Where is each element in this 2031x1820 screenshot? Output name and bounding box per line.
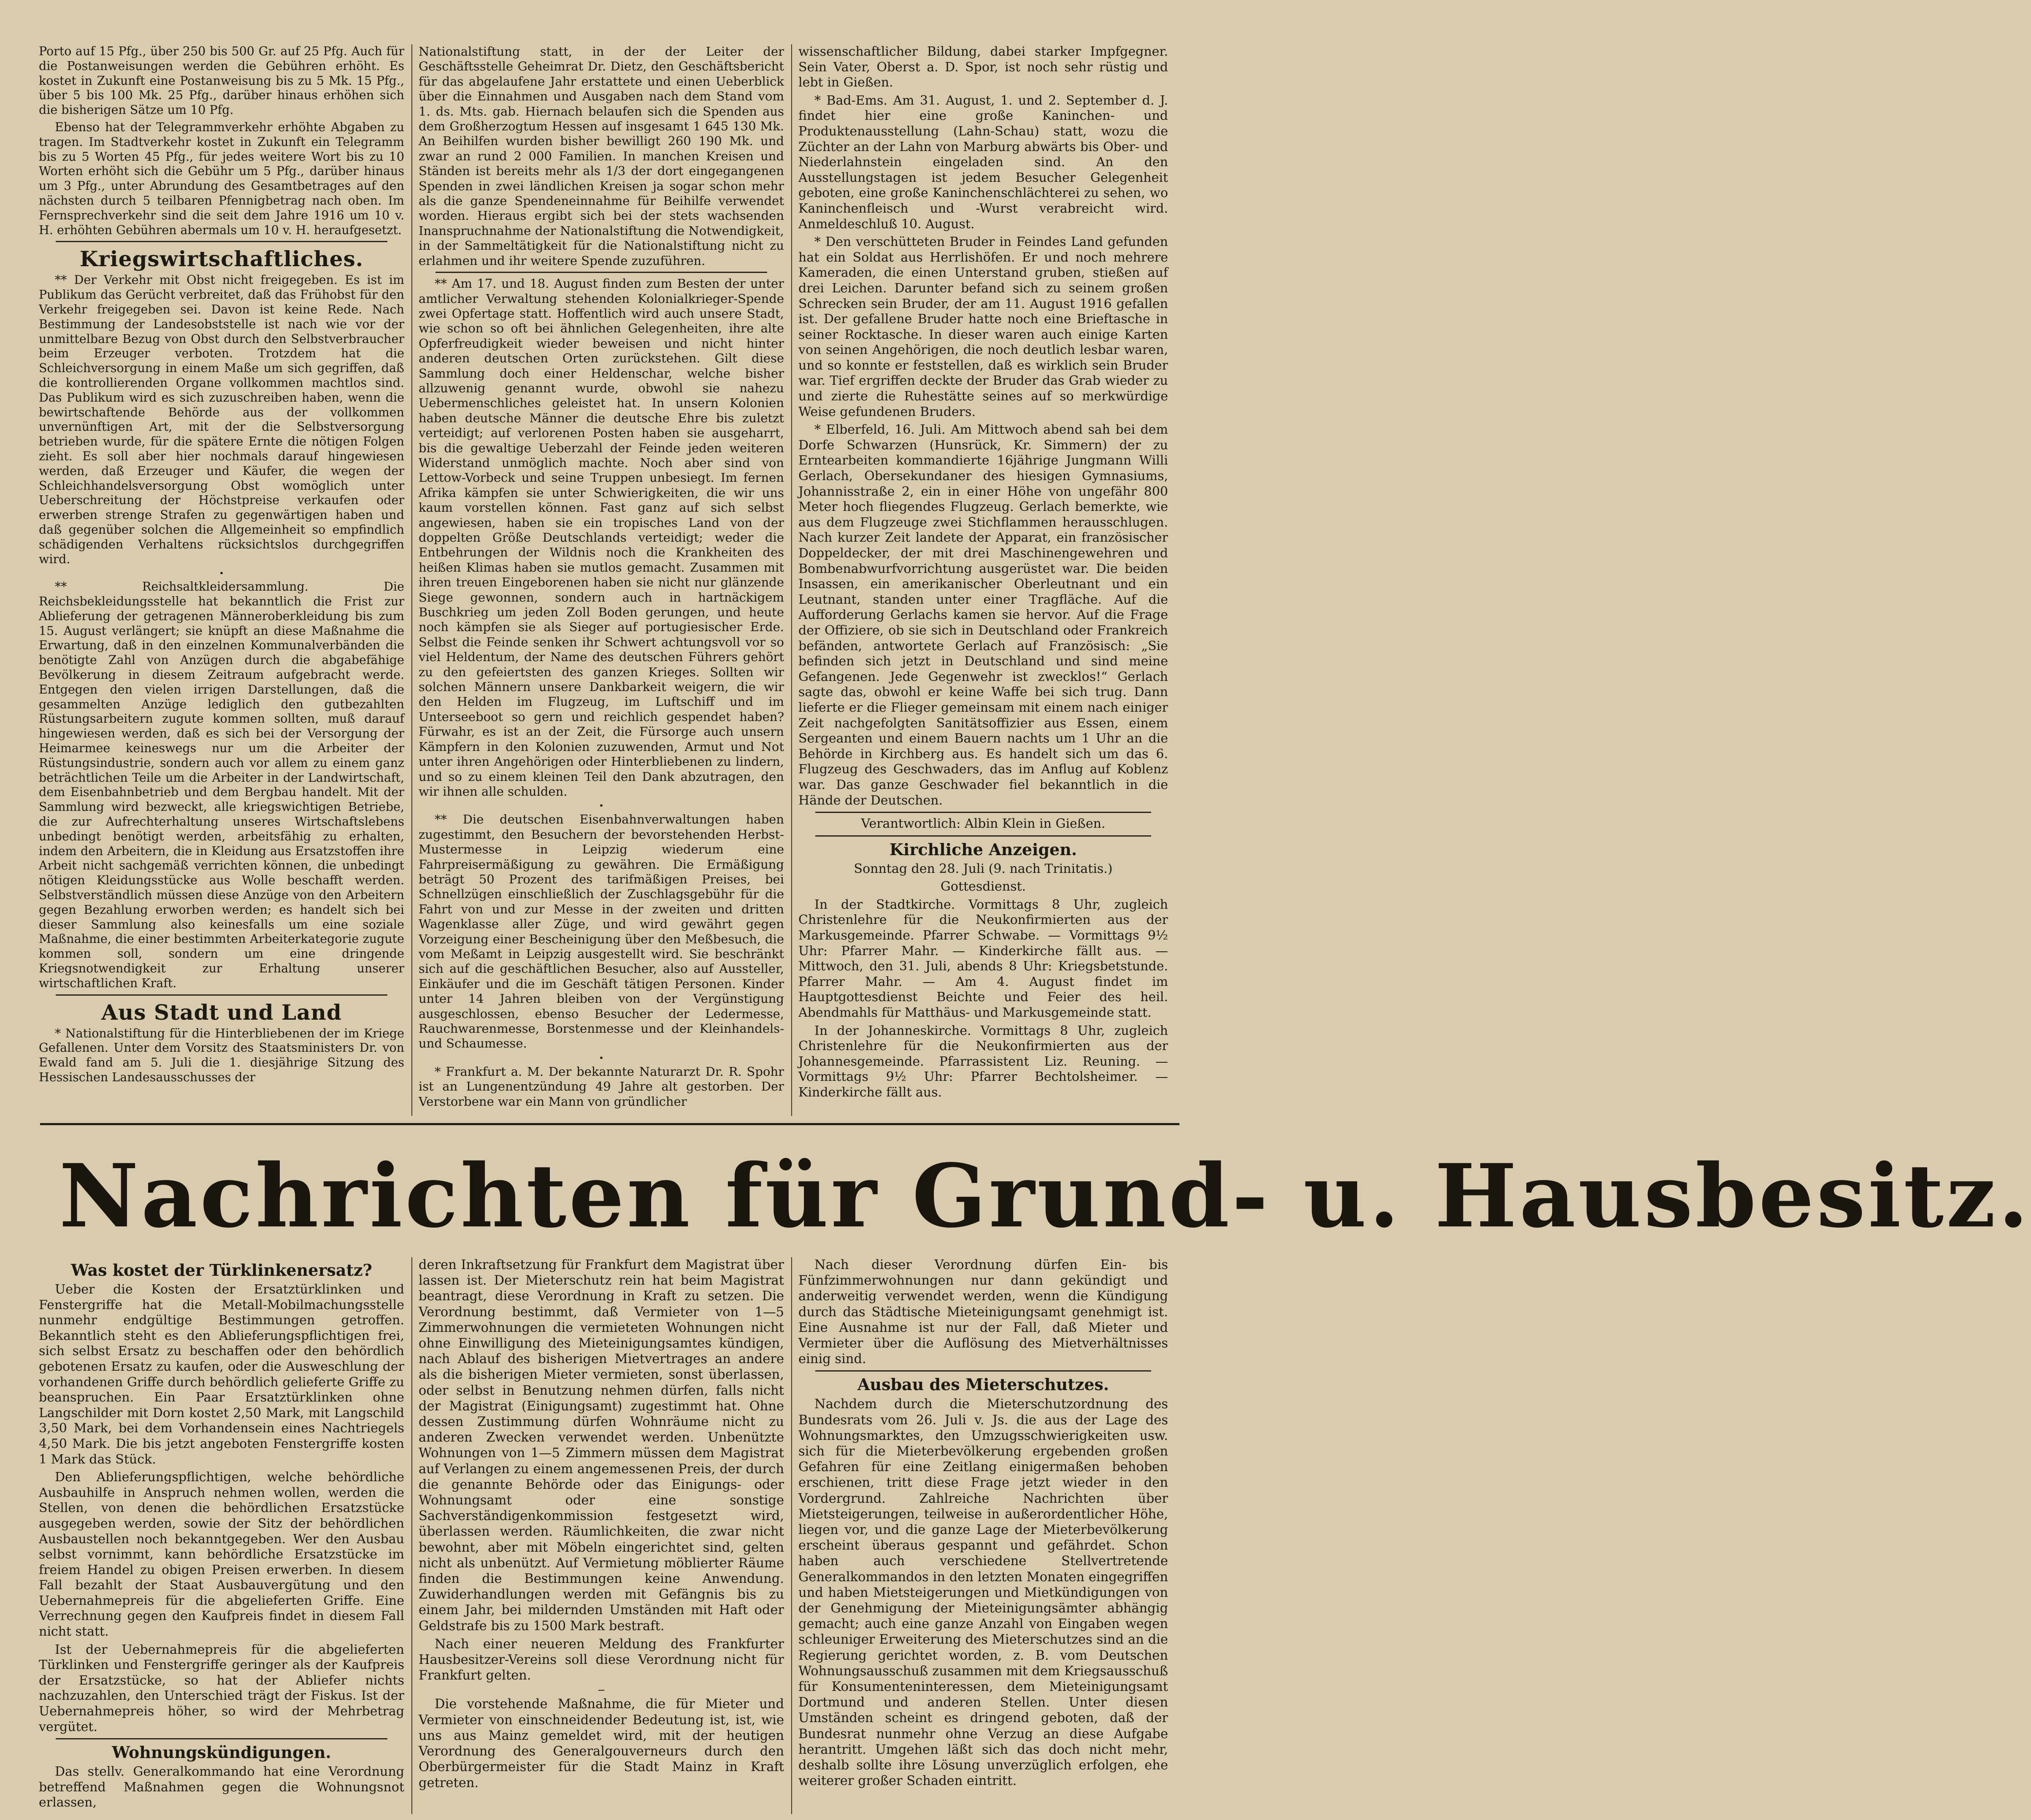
paragraph: Den Ablieferungspflichtigen, welche behördliche Ausbauhilfe in Anspruch nehmen wollen, werden die Stellen, von denen die behördlichen Ersatzstücke ausgegeben werden, sowie der Sitz der behördlichen Ausbaustellen noch bekanntgegeben. Wer den Ausbau selbst vornimmt, kann behördliche Ersatzstücke im freiem Handel zu obigen Preisen erwerben. In diesem Fall bezahlt der Staat Ausbauvergütung und den Uebernahmepreis für die abgelieferten Griffe. Eine Verrechnung gegen den Kaufpreis findet in diesem Fall nicht statt. bbox=[39, 1470, 404, 1639]
section-divider bbox=[815, 812, 1151, 813]
article-elberfeld: * Elberfeld, 16. Juli. Am Mittwoch abend sah bei dem Dorfe Schwarzen (Hunsrück, Kr. Simmern) der zu Erntearbeiten kommandierte 16jährige Jungmann Willi Gerlach, Obersekundaner des hiesigen Gymnasiums, Johannisstraße 2, ein in einer Höhe von ungefähr 800 Meter hoch fliegendes Flugzeug. Gerlach bemerkte, wie aus dem Flugzeuge zwei Stichflammen herausschlugen. Nach kurzer Zeit landete der Apparat, ein französischer Doppeldecker, der mit drei Maschinengewehren und Bombenabwurfvorrichtung ausgerüstet war. Die beiden Insassen, ein amerikanischer Oberleutnant und ein Leutnant, standen unter einer Tragfläche. Auf die Aufforderung Gerlachs kamen sie hervor. Auf die Frage der Offiziere, ob sie sich in Deutschland oder Frankreich befänden, antwortete Gerlach auf Französisch: „Sie befinden sich jetzt in Deutschland und sind meine Gefangenen. Jede Gegenwehr ist zwecklos!“ Gerlach sagte das, obwohl er keine Waffe bei sich trug. Dann lieferte er die Flieger gemeinsam mit einem nach einiger Zeit nachgefolgten Sanitätsoffizier aus Essen, einem Sergeanten und einem Bauern nachts um 1 Uhr an die Behörde in Kirchberg aus. Es handelt sich um das 6. Flugzeug des Geschwaders, das im Anflug auf Koblenz war. Das ganze Geschwader fiel bekanntlich in die Hände der Deutschen. bbox=[798, 422, 1168, 808]
article-nationalstiftung: * Nationalstiftung für die Hinterbliebenen der im Kriege Gefallenen. Unter dem Vorsitz des Staatsministers Dr. von Ewald fand am 5. Juli die 1. diesjährige Sitzung des Hessischen Landesausschusses der bbox=[39, 1026, 404, 1084]
supplement-masthead: Nachrichten für Grund- u. Hausbesitz. bbox=[59, 1145, 2031, 1247]
section-divider bbox=[815, 1370, 1151, 1372]
paragraph: Nach einer neueren Meldung des Frankfurter Hausbesitzer-Vereins soll diese Verordnung nicht für Frankfurt gelten. bbox=[419, 1636, 784, 1683]
article-bruder: * Den verschütteten Bruder in Feindes Land gefunden hat ein Soldat aus Herrlishöfen. Er und noch mehrere Kameraden, die einen Unterstand gruben, stießen auf drei Leichen. Darunter befand sich zu seinem großen Schrecken sein Bruder, der am 11. August 1916 gefallen ist. Der gefallene Bruder hatte noch eine Brieftasche in seiner Rocktasche. In dieser waren auch einige Karten von seinen Angehörigen, die noch deutlich lesbar waren, und so konnte er feststellen, daß es wirklich sein Bruder war. Tief ergriffen deckte der Bruder das Grab wieder zu und zierte die Ruhestätte seines auf so merkwürdige Weise gefundenen Bruders. bbox=[798, 235, 1168, 419]
column-rule bbox=[411, 44, 412, 1116]
masthead-rule bbox=[40, 1123, 1179, 1125]
bottom-column-2 bbox=[419, 1257, 784, 1814]
section-divider bbox=[56, 1738, 387, 1739]
paragraph: Die vorstehende Maßnahme, die für Mieter und Vermieter von einschneidender Bedeutung ist, ist, wie uns aus Mainz gemeldet wird, mit der heutigen Verordnung des Generalgouverneurs durch den Oberbürgermeister für die Stadt Mainz in Kraft getreten. bbox=[419, 1697, 784, 1790]
article-frankfurt: * Frankfurt a. M. Der bekannte Naturarzt Dr. R. Spohr ist an Lungenentzündung 49 Jahre alt gestorben. Der Verstorbene war ein Mann von gründlicher bbox=[419, 1064, 784, 1109]
paragraph: Nachdem durch die Mieterschutzordnung des Bundesrats vom 26. Juli v. Js. die aus der Lage des Wohnungsmarktes, den Umzugsschwierigkeiten usw. sich für die Mieterbevölkerung ergebenden großen Gefahren für eine Zeitlang einigermaßen behoben erschienen, tritt diese Frage jetzt wieder in den Vordergrund. Zahlreiche Nachrichten über Mietsteigerungen, teilweise in außerordentlicher Höhe, liegen vor, und die ganze Lage der Mieterbevölkerung erscheint überaus gespannt und gefährdet. Schon haben auch verschiedene Stellvertretende Generalkommandos in den letzten Monaten eingegriffen und haben Mietsteigerungen und Mietkündigungen von der Genehmigung der Mieteinigungsämter abhängig gemacht; auch eine ganze Anzahl von Eingaben wegen schleuniger Erweiterung des Mieterschutzes sind an die Regierung gerichtet worden, z. B. vom Deutschen Wohnungsausschuß zusammen mit dem Kriegsausschuß für Konsumenteninteressen, dem Mieteinigungsamt Dortmund und anderen Stellen. Unter diesen Umständen scheint es dringend geboten, daß der Bundesrat nunmehr ohne Verzug an diese Aufgabe herantritt. Umgehen läßt sich das doch nicht mehr, deshalb sollte ihre Lösung unverzüglich erfolgen, ehe weiterer großer Schaden eintritt. bbox=[798, 1397, 1168, 1789]
paragraph: Nationalstiftung statt, in der der Leiter der Geschäftsstelle Geheimrat Dr. Dietz, den Geschäftsbericht für das abgelaufene Jahr erstattete und einen Ueberblick über die Einnahmen und Ausgaben nach dem Stand vom 1. ds. Mts. gab. Hiernach belaufen sich die Spenden aus dem Großherzogtum Hessen auf insgesamt 1 645 130 Mk. An Beihilfen wurden bisher bewilligt 260 190 Mk. und zwar an rund 2 000 Familien. In manchen Kreisen und Ständen ist bereits mehr als 1/3 der dort eingegangenen Spenden in zwei ländlichen Kreisen ja sogar schon mehr als die ganze Spendeneinnahme für Beihilfe verwendet worden. Hieraus ergibt sich bei der stets wachsenden Inanspruchnahme der Nationalstiftung die Notwendigkeit, in der Sammeltätigkeit für die Nationalstiftung nicht zu erlahmen und ihr weitere Spende zuzuführen. bbox=[419, 44, 784, 268]
section-divider bbox=[815, 835, 1151, 837]
article-bad-ems: * Bad-Ems. Am 31. August, 1. und 2. September d. J. findet hier eine große Kaninchen- und Produktenausstellung (Lahn-Schau) statt, wozu die Züchter an der Lahn von Marburg abwärts bis Ober- und Niederlahnstein eingeladen sind. An den Ausstellungstagen ist jedem Besucher Gelegenheit geboten, eine große Kaninchenschlächterei zu sehen, wo Kaninchenfleisch und -Wurst verabreicht wird. Anmeldeschluß 10. August. bbox=[798, 93, 1168, 232]
section-divider bbox=[435, 272, 767, 273]
top-column-3 bbox=[798, 44, 1168, 1116]
section-heading: Ausbau des Mieterschutzes. bbox=[857, 1375, 1109, 1394]
article-leipzig-messe: ** Die deutschen Eisenbahnverwaltungen haben zugestimmt, den Besuchern der bevorstehenden Herbst-Mustermesse in Leipzig wiederum eine Fahrpreisermäßigung zu gewähren. Die Ermäßigung beträgt 50 Prozent des tarifmäßigen Preises, bei Schnellzügen einschließlich der Zuschlagsgebühr für die Fahrt von und zur Messe in der zweiten und dritten Wagenklasse aller Züge, und wird gewährt gegen Vorzeigung einer Bescheinigung über den Meßbesuch, die vom Meßamt in Leipzig ausgestellt wird. Sie beschränkt sich auf die geschäftlichen Besucher, also auf Aussteller, Einkäufer und die im Geschäft tätigen Personen. Kinder unter 14 Jahren bleiben von der Vergünstigung ausgeschlossen, ebenso Besucher der Ledermesse, Rauchwarenmesse, Borstenmesse und der Kleinhandels- und Schaumesse. bbox=[419, 812, 784, 1051]
postage-article bbox=[39, 44, 404, 238]
church-date: Sonntag den 28. Juli (9. nach Trinitatis.) bbox=[854, 861, 1113, 876]
column-rule bbox=[411, 1257, 412, 1814]
paragraph: Porto auf 15 Pfg., über 250 bis 500 Gr. auf 25 Pfg. Auch für die Postanweisungen werden die Gebühren erhöht. Es kostet in Zukunft eine Postanweisung bis zu 5 Mk. 15 Pfg., über 5 bis 100 Mk. 25 Pfg., darüber hinaus erhöhen sich die bisherigen Sätze um 10 Pfg. bbox=[39, 44, 404, 117]
responsible-editor: Verantwortlich: Albin Klein in Gießen. bbox=[861, 816, 1106, 832]
top-column-2 bbox=[419, 44, 784, 1116]
column-rule bbox=[791, 44, 792, 1116]
article-altkleider: ** Reichsaltkleidersammlung. Die Reichsbekleidungsstelle hat bekanntlich die Frist zur Ablieferung der getragenen Männeroberkleidung bis zum 15. August verlängert; sie knüpft an diese Maßnahme die Erwartung, daß in den einzelnen Kommunalverbänden die benötigte Zahl von Anzügen durch die abgabefähige Bevölkerung in diesem Zeitraum aufgebracht werde. Entgegen den vielen irrigen Darstellungen, daß die gesammelten Anzüge lediglich den gutbezahlten Rüstungsarbeitern zugute kommen sollten, muß darauf hingewiesen werden, daß es sich bei der Versorgung der Heimarmee keineswegs nur um die Arbeiter der Rüstungsindustrie, sondern auch vor allem zu einem ganz beträchtlichen Teile um die Arbeiter in der Landwirtschaft, dem Eisenbahnbetrieb und dem Bergbau handelt. Mit der Sammlung wird bezweckt, alle kriegswichtigen Betriebe, die zur Aufrechterhaltung unseres Wirtschaftslebens unbedingt benötigt werden, arbeitsfähig zu erhalten, indem den Arbeitern, die in Kleidung aus Ersatzstoffen ihre Arbeit nicht sachgemäß verrichten können, die unbedingt nötigen Kleidungsstücke aus Wolle beschafft werden. Selbstverständlich müssen diese Anzüge von den Arbeitern gegen Bezahlung erworben werden; es handelt sich bei dieser Sammlung also keinesfalls um eine soziale Maßnahme, die einer bestimmten Arbeiterkategorie zugute kommen soll, sondern um eine dringende Kriegsnotwendigkeit zur Erhaltung unserer wirtschaftlichen Kraft. bbox=[39, 580, 404, 990]
church-service: Gottesdienst. bbox=[940, 879, 1026, 894]
paragraph: Das stellv. Generalkommando hat eine Verordnung betreffend Maßnahmen gegen die Wohnungsnot erlassen, bbox=[39, 1764, 404, 1810]
separator: • bbox=[219, 569, 224, 578]
paragraph: wissenschaftlicher Bildung, dabei starker Impfgegner. Sein Vater, Oberst a. D. Spor, ist noch sehr rüstig und lebt in Gießen. bbox=[798, 44, 1168, 90]
bottom-column-1 bbox=[39, 1257, 404, 1814]
paragraph: Nach dieser Verordnung dürfen Ein- bis Fünfzimmerwohnungen nur dann gekündigt und anderweitig verwendet werden, wenn die Kündigung durch das Städtische Mieteinigungsamt genehmigt ist. Eine Ausnahme ist nur der Fall, daß Mieter und Vermieter über die Auflösung des Mietverhältnisses einig sind. bbox=[798, 1258, 1168, 1367]
separator: — bbox=[598, 1686, 605, 1694]
top-column-1 bbox=[39, 44, 404, 1116]
bottom-column-3 bbox=[798, 1257, 1168, 1814]
section-divider bbox=[56, 994, 387, 996]
section-divider bbox=[56, 241, 387, 242]
section-heading: Wohnungskündigungen. bbox=[112, 1743, 331, 1762]
church-heading: Kirchliche Anzeigen. bbox=[889, 840, 1077, 859]
church-stadtkirche: In der Stadtkirche. Vormittags 8 Uhr, zugleich Christenlehre für die Neukonfirmierten aus der Markusgemeinde. Pfarrer Schwabe. — Vormittags 9½ Uhr: Pfarrer Mahr. — Kinderkirche fällt aus. — Mittwoch, den 31. Juli, abends 8 Uhr: Kriegsbetstunde. Pfarrer Mahr. — Am 4. August findet im Hauptgottesdienst Beichte und Feier des heil. Abendmahls für Matthäus- und Markusgemeinde statt. bbox=[798, 897, 1168, 1021]
separator: • bbox=[599, 802, 604, 810]
section-heading: Aus Stadt und Land bbox=[101, 999, 342, 1025]
column-rule bbox=[791, 1257, 792, 1814]
article-kolonialkrieger: ** Am 17. und 18. August finden zum Besten der unter amtlicher Verwaltung stehenden Kolonialkrieger-Spende zwei Opfertage statt. Hoffentlich wird auch unsere Stadt, wie schon so oft bei ähnlichen Gelegenheiten, ihre alte Opferfreudigkeit wieder beweisen und nicht hinter anderen deutschen Orten zurückstehen. Gilt diese Sammlung doch einer Heldenschar, welche bisher allzuwenig genannt wurde, obwohl sie nahezu Uebermenschliches geleistet hat. In unsern Kolonien haben deutsche Männer die deutsche Ehre bis zuletzt verteidigt; auf verlorenen Posten haben sie ausgeharrt, bis die gewaltige Ueberzahl der Feinde jeden weiteren Widerstand unmöglich machte. Noch aber sind von Lettow-Vorbeck und seine Truppen unbesiegt. Im fernen Afrika kämpfen sie unter Schwierigkeiten, die wir uns kaum vorstellen können. Fast ganz auf sich selbst angewiesen, haben sie ein tropisches Land von der doppelten Größe Deutschlands verteidigt; weder die Entbehrungen der Wildnis noch die Krankheiten des heißen Klimas haben sie mutlos gemacht. Zusammen mit ihren treuen Eingeborenen haben sie nicht nur glänzende Siege gewonnen, sondern auch in hartnäckigem Buschkrieg um jeden Zoll Boden gerungen, und heute noch kämpfen sie als Sieger auf portugiesischer Erde. Selbst die Feinde senken ihr Schwert achtungsvoll vor so viel Heldentum, der Name des deutschen Führers gehört zu den gefeiertsten des ganzen Krieges. Sollten wir solchen Männern unsere Dankbarkeit weigern, die wir den Helden im Flugzeug, im Luftschiff und im Unterseeboot so gern und reichlich gespendet haben? Fürwahr, es ist an der Zeit, die Fürsorge auch unsern Kämpfern in den Kolonien zuzuwenden, Armut und Not unter ihren Angehörigen oder Hinterbliebenen zu lindern, und so zu einem kleinen Teil den Dank abzutragen, den wir ihnen alle schulden. bbox=[419, 276, 784, 799]
separator: • bbox=[599, 1053, 604, 1062]
article-obst: ** Der Verkehr mit Obst nicht freigegeben. Es ist im Publikum das Gerücht verbreitet, daß das Frühobst für den Verkehr freigegeben sei. Davon ist keine Rede. Nach Bestimmung der Landesobststelle ist nach wie vor der unmittelbare Bezug von Obst durch den Selbstverbraucher beim Erzeuger verboten. Trotzdem hat die Schleichversorgung in einem Maße um sich gegriffen, daß die kontrollierenden Organe vollkommen machtlos sind. Das Publikum wird es sich zuzuschreiben haben, wenn die bewirtschaftende Behörde aus der vollkommen unvernünftigen Art, mit der die Selbstversorgung betrieben wurde, für die spätere Ernte die nötigen Folgen zieht. Es soll aber hier nochmals darauf hingewiesen werden, daß Erzeuger und Käufer, die wegen der Schleichhandelsversorgung Obst womöglich unter Ueberschreitung der Höchstpreise verkaufen oder erwerben strenge Strafen zu gegenwärtigen haben und daß gegenüber solchen die Allgemeinheit so empfindlich schädigenden Verhaltens rücksichtslos durchgegriffen wird. bbox=[39, 273, 404, 566]
paragraph: deren Inkraftsetzung für Frankfurt dem Magistrat über lassen ist. Der Mieterschutz rein hat beim Magistrat beantragt, diese Verordnung in Kraft zu setzen. Die Verordnung bestimmt, daß Vermieter von 1—5 Zimmerwohnungen die vermieteten Wohnungen nicht ohne Einwilligung des Mieteinigungsamtes kündigen, nach Ablauf des bisherigen Mietvertrages an andere als die bisherigen Mieter vermieten, sonst überlassen, oder selbst in Benutzung nehmen dürfen, falls nicht der Magistrat (Einigungsamt) zugestimmt hat. Ohne dessen Zustimmung dürfen Wohnräume nicht zu anderen Zwecken verwendet werden. Unbenützte Wohnungen von 1—5 Zimmern müssen dem Magistrat auf Verlangen zu einem angemessenen Preis, der durch die genannte Behörde oder das Einigungs- oder Wohnungsamt oder eine sonstige Sachverständigenkommission festgesetzt wird, überlassen werden. Räumlichkeiten, die zwar nicht bewohnt, aber mit Möbeln eingerichtet sind, gelten nicht als unbenützt. Auf Vermietung möblierter Räume finden die Bestimmungen keine Anwendung. Zuwiderhandlungen werden mit Gefängnis bis zu einem Jahr, bei mildernden Umständen mit Haft oder Geldstrafe bis zu 1500 Mark bestraft. bbox=[419, 1258, 784, 1634]
paragraph: Ist der Uebernahmepreis für die abgelieferten Türklinken und Fenstergriffe geringer als der Kaufpreis der Ersatzstücke, so hat der Abliefer nichts nachzuzahlen, den Unterschied trägt der Fiskus. Ist der Uebernahmepreis höher, so wird der Mehrbetrag vergütet. bbox=[39, 1642, 404, 1734]
section-heading: Was kostet der Türklinkenersatz? bbox=[71, 1261, 372, 1280]
paragraph: Ueber die Kosten der Ersatztürklinken und Fenstergriffe hat die Metall-Mobilmachungsstelle nunmehr endgültige Bestimmungen getroffen. Bekanntlich steht es den Ablieferungspflichtigen frei, sich selbst Ersatz zu beschaffen oder den behördlich gebotenen Ersatz zu kaufen, oder die Ausweschlung der vorhandenen Griffe durch behördlich gelieferte Griffe zu beanspruchen. Ein Paar Ersatztürklinken ohne Langschilder mit Dorn kostet 2,50 Mark, mit Langschild 3,50 Mark, bei dem Vorhandensein eines Nachtriegels 4,50 Mark. Die bis jetzt angeboten Fenstergriffe kosten 1 Mark das Stück. bbox=[39, 1282, 404, 1467]
section-heading: Kriegswirtschaftliches. bbox=[79, 246, 364, 272]
paragraph: Ebenso hat der Telegrammverkehr erhöhte Abgaben zu tragen. Im Stadtverkehr kostet in Zukunft ein Telegramm bis zu 5 Worten 45 Pfg., für jedes weitere Wort bis zu 10 Worten erhöht sich die Gebühr um 5 Pfg., darüber hinaus um 3 Pfg., unter Abrundung des Gesamtbetrages auf den nächsten durch 5 teilbaren Pfennigbetrag nach oben. Im Fernsprechverkehr sind die seit dem Jahre 1916 um 10 v. H. erhöhten Gebühren abermals um 10 v. H. heraufgesetzt. bbox=[39, 120, 404, 237]
church-johanneskirche: In der Johanneskirche. Vormittags 8 Uhr, zugleich Christenlehre für die Neukonfirmierten aus der Johannesgemeinde. Pfarrassistent Liz. Reuning. — Vormittags 9½ Uhr: Pfarrer Bechtolsheimer. — Kinderkirche fällt aus. bbox=[798, 1023, 1168, 1100]
